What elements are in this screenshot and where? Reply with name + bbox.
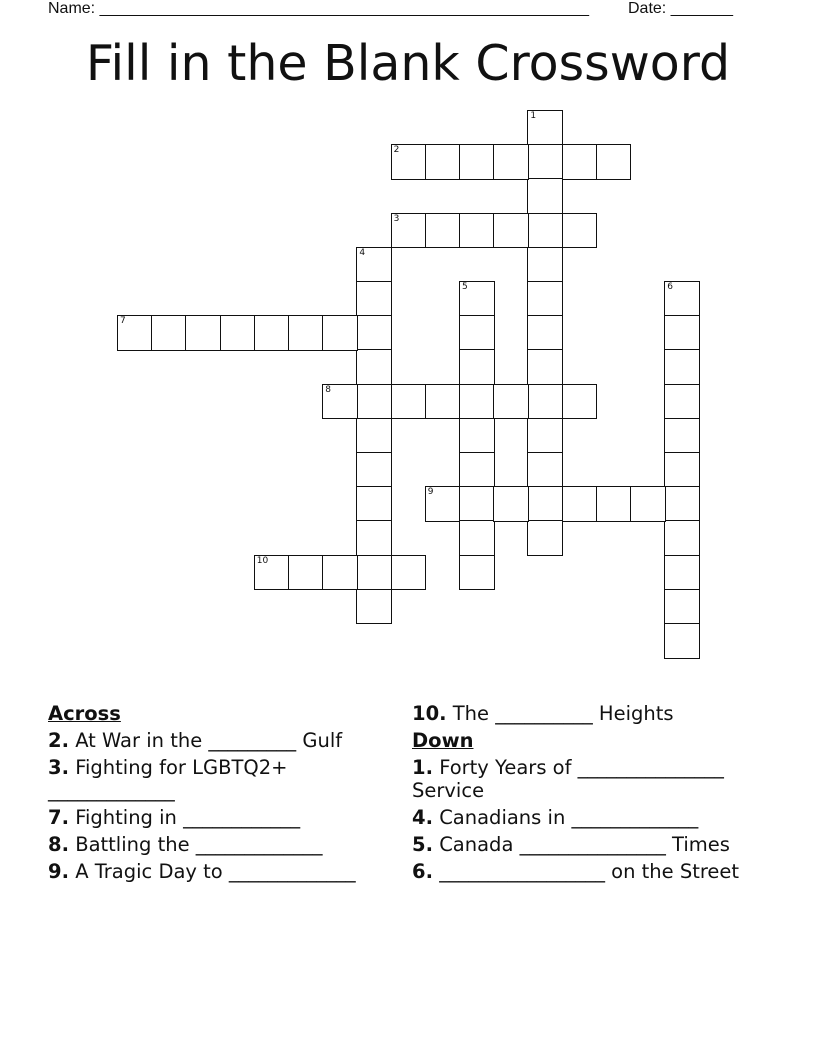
clue-number-label: 10 bbox=[256, 555, 269, 566]
clue-across-9 bbox=[48, 860, 388, 883]
clue-across-10 bbox=[412, 702, 757, 725]
grid-cell[interactable] bbox=[117, 315, 153, 351]
grid-cell[interactable] bbox=[322, 384, 358, 420]
grid-cell[interactable] bbox=[356, 349, 392, 385]
grid-cell[interactable] bbox=[527, 144, 563, 180]
grid-cell[interactable] bbox=[459, 486, 495, 522]
clue-text: Canadians in _____________ bbox=[439, 806, 699, 829]
grid-cell[interactable] bbox=[391, 384, 427, 420]
clue-text: Forty Years of _______________ Service bbox=[412, 756, 724, 802]
clue-down-5 bbox=[412, 833, 757, 856]
clue-number-label: 5 bbox=[462, 282, 468, 292]
grid-cell[interactable] bbox=[664, 315, 700, 351]
clue-text: Fighting for LGBTQ2+ _____________ bbox=[48, 756, 288, 802]
grid-cell[interactable] bbox=[596, 486, 632, 522]
grid-cell[interactable] bbox=[493, 144, 529, 180]
grid-cell[interactable] bbox=[527, 486, 563, 522]
grid-cell[interactable] bbox=[356, 520, 392, 556]
clue-down-4 bbox=[412, 806, 757, 829]
clue-text: Battling the _____________ bbox=[75, 833, 323, 856]
clue-down-6 bbox=[412, 860, 757, 883]
clue-number: 7. bbox=[48, 806, 69, 829]
grid-cell[interactable] bbox=[562, 384, 598, 420]
clue-number-label: 3 bbox=[393, 213, 400, 224]
clue-number-label: 6 bbox=[667, 282, 673, 292]
clue-number-label: 1 bbox=[530, 111, 537, 121]
clue-text: A Tragic Day to _____________ bbox=[75, 860, 356, 883]
grid-cell[interactable] bbox=[596, 144, 632, 180]
grid-cell[interactable] bbox=[322, 555, 358, 591]
grid-cell[interactable] bbox=[664, 486, 700, 522]
grid-cell[interactable] bbox=[493, 213, 529, 249]
date-field-label[interactable]: Date: _______ bbox=[628, 0, 733, 17]
grid-cell[interactable] bbox=[220, 315, 256, 351]
grid-cell[interactable] bbox=[356, 247, 392, 283]
grid-cell[interactable] bbox=[664, 418, 700, 454]
grid-cell[interactable] bbox=[322, 315, 358, 351]
grid-cell[interactable] bbox=[562, 144, 598, 180]
clue-number-label: 2 bbox=[393, 145, 400, 156]
clue-number: 3. bbox=[48, 756, 69, 779]
clue-number: 1. bbox=[412, 756, 433, 779]
grid-cell[interactable] bbox=[391, 555, 427, 591]
clue-across-2 bbox=[48, 729, 388, 752]
clue-number: 4. bbox=[412, 806, 433, 829]
grid-cell[interactable] bbox=[356, 281, 392, 317]
grid-cell[interactable] bbox=[527, 247, 563, 283]
clue-text: The __________ Heights bbox=[452, 702, 674, 725]
grid-cell[interactable] bbox=[664, 589, 700, 625]
grid-cell[interactable] bbox=[459, 418, 495, 454]
grid-cell[interactable] bbox=[185, 315, 221, 351]
grid-cell[interactable] bbox=[356, 589, 392, 625]
grid-cell[interactable] bbox=[664, 555, 700, 591]
grid-cell[interactable] bbox=[356, 555, 392, 591]
clue-text: _________________ on the Street bbox=[439, 860, 740, 883]
grid-cell[interactable] bbox=[664, 623, 700, 659]
clue-number-label: 7 bbox=[120, 316, 126, 327]
grid-cell[interactable] bbox=[527, 418, 563, 454]
grid-cell[interactable] bbox=[356, 452, 392, 488]
grid-cell[interactable] bbox=[288, 315, 324, 351]
clue-number-label: 9 bbox=[427, 487, 434, 498]
grid-cell[interactable] bbox=[527, 384, 563, 420]
grid-cell[interactable] bbox=[527, 520, 563, 556]
grid-cell[interactable] bbox=[356, 486, 392, 522]
across-heading: Across bbox=[48, 702, 121, 725]
grid-cell[interactable] bbox=[288, 555, 324, 591]
grid-cell[interactable] bbox=[459, 213, 495, 249]
clue-across-3 bbox=[48, 756, 388, 802]
grid-cell[interactable] bbox=[664, 452, 700, 488]
grid-cell[interactable] bbox=[356, 315, 392, 351]
name-field-label[interactable]: Name: _______________________________________________________ bbox=[48, 0, 589, 17]
clue-number: 10. bbox=[412, 702, 447, 725]
grid-cell[interactable] bbox=[459, 452, 495, 488]
clue-number: 2. bbox=[48, 729, 69, 752]
grid-cell[interactable] bbox=[562, 486, 598, 522]
grid-cell[interactable] bbox=[425, 144, 461, 180]
grid-cell[interactable] bbox=[425, 486, 461, 522]
grid-cell[interactable] bbox=[459, 520, 495, 556]
grid-cell[interactable] bbox=[527, 349, 563, 385]
grid-cell[interactable] bbox=[562, 213, 598, 249]
grid-cell[interactable] bbox=[527, 213, 563, 249]
clue-number-label: 8 bbox=[325, 384, 331, 395]
clue-across-8 bbox=[48, 833, 388, 856]
page-title: Fill in the Blank Crossword bbox=[85, 35, 731, 92]
grid-cell[interactable] bbox=[391, 144, 427, 180]
grid-cell[interactable] bbox=[527, 452, 563, 488]
clue-number: 9. bbox=[48, 860, 69, 883]
grid-cell[interactable] bbox=[664, 349, 700, 385]
grid-cell[interactable] bbox=[664, 281, 700, 317]
grid-cell[interactable] bbox=[459, 384, 495, 420]
grid-cell[interactable] bbox=[664, 384, 700, 420]
grid-cell[interactable] bbox=[527, 178, 563, 214]
grid-cell[interactable] bbox=[493, 486, 529, 522]
clue-number-label: 4 bbox=[359, 247, 366, 258]
grid-cell[interactable] bbox=[459, 281, 495, 317]
grid-cell[interactable] bbox=[459, 144, 495, 180]
grid-cell[interactable] bbox=[356, 384, 392, 420]
clue-number: 5. bbox=[412, 833, 433, 856]
grid-cell[interactable] bbox=[527, 315, 563, 351]
grid-cell[interactable] bbox=[527, 281, 563, 317]
grid-cell[interactable] bbox=[527, 110, 563, 146]
clue-text: Fighting in ____________ bbox=[75, 806, 301, 829]
clue-text: Canada _______________ Times bbox=[439, 833, 730, 856]
clue-down-1 bbox=[412, 756, 757, 802]
grid-cell[interactable] bbox=[664, 520, 700, 556]
grid-cell[interactable] bbox=[459, 555, 495, 591]
grid-cell[interactable] bbox=[391, 213, 427, 249]
grid-cell[interactable] bbox=[459, 315, 495, 351]
clue-across-7 bbox=[48, 806, 388, 829]
grid-cell[interactable] bbox=[493, 384, 529, 420]
clue-number: 8. bbox=[48, 833, 69, 856]
grid-cell[interactable] bbox=[630, 486, 666, 522]
grid-cell[interactable] bbox=[254, 315, 290, 351]
clues-column-right bbox=[412, 702, 757, 887]
clue-number: 6. bbox=[412, 860, 433, 883]
grid-cell[interactable] bbox=[356, 418, 392, 454]
clues-column-left bbox=[48, 702, 388, 887]
clue-text: At War in the _________ Gulf bbox=[75, 729, 343, 752]
grid-cell[interactable] bbox=[254, 555, 290, 591]
grid-cell[interactable] bbox=[425, 384, 461, 420]
grid-cell[interactable] bbox=[425, 213, 461, 249]
grid-cell[interactable] bbox=[459, 349, 495, 385]
grid-cell[interactable] bbox=[151, 315, 187, 351]
down-heading: Down bbox=[412, 729, 474, 752]
